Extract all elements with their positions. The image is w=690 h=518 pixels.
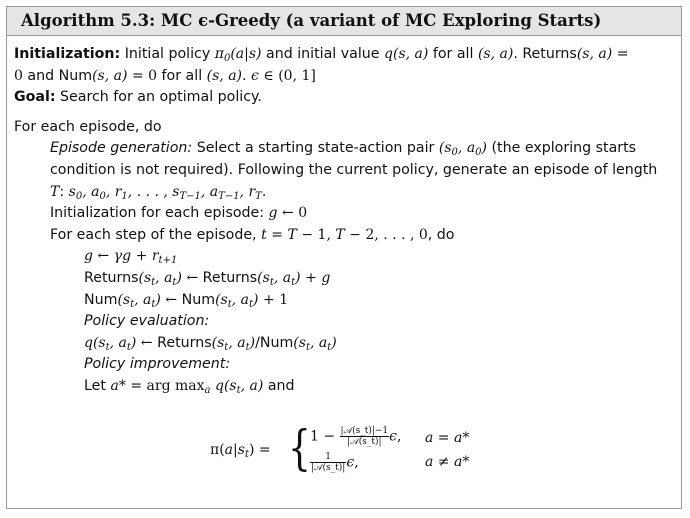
num-update-line: $Num(s_t$, $a_t$) ← $Num(s_t$, $a_t) + 1$ <box>84 291 289 310</box>
init-text-1: Initial policy $\pi_0(a|s)$ and initial value q(s, a) for all (s, a). Returns(s, a) = <box>124 46 629 64</box>
goal-label: Goal: <box>14 89 56 106</box>
q-update-line: $q(s_t$, $a_t$) ← $Returns(s_t$, $a_t)/Num(s_t$, $a_t$) <box>84 334 337 353</box>
case-2-expr: $\frac{1}{\text{|𝒜(s\_t)|}}$ ϵ, <box>311 452 359 473</box>
goal-text: Search for an optimal policy. <box>60 89 262 106</box>
init-line-1 <box>14 44 664 66</box>
episode-line-1: Episode generation: Select a starting state-action pair ($s_0$, $a_0$) (the exploring starts <box>50 140 637 159</box>
episode-line-3: T: $s_0$, $a_0$, $r_1$, . . . , $s_{T-1}$, $a_{T-1}$, $r_T$. <box>50 183 267 202</box>
init-label: Initialization: <box>14 46 121 62</box>
episode-label: Episode generation: <box>50 140 193 157</box>
g-update-line: g ← $\gamma g + r_{t+1}$ <box>84 248 178 267</box>
episode-line-2: condition is not required). Following the current policy, generate an episode of length <box>50 161 658 178</box>
case-2-fraction: $\frac{1}{\text{|𝒜(s\_t)|}}$ <box>311 452 346 473</box>
init-line-2: 0 and Num(s, a) = 0 for all (s, a). ϵ ∈ (0, 1] <box>14 67 316 84</box>
loop-header: For each episode, do <box>14 118 162 135</box>
episode-init-line: Initialization for each episode: g ← 0 <box>50 205 308 222</box>
case-2-condition: a ≠ a* <box>425 454 470 470</box>
formula-brace: { <box>288 420 311 476</box>
goal-line <box>14 87 664 109</box>
algorithm-body <box>14 44 664 398</box>
formula-lhs: $\pi(a|s_t)$ = <box>210 442 271 460</box>
policy-eval-label: Policy evaluation: <box>84 313 210 330</box>
returns-update-line: $Returns(s_t$, $a_t$) ← $Returns(s_t$, $a_t) + g$ <box>84 269 331 288</box>
policy-impr-label: Policy improvement: <box>84 356 231 373</box>
case-1-fraction: $\frac{\text{|𝒜(s\_t)|−1}}{\text{|𝒜(s\_t)|}}$ <box>340 426 389 447</box>
algorithm-title: Algorithm 5.3: MC ϵ-Greedy (a variant of MC Exploring Starts) <box>7 7 681 36</box>
let-line: Let a* = arg $\max_a q(s_t$, a) and <box>84 377 295 396</box>
case-1-expr: 1 − $\frac{\text{|𝒜(s\_t)|−1}}{\text{|𝒜(s\_t)|}}$ ϵ, <box>310 426 402 447</box>
case-1-condition: a = a* <box>425 430 470 446</box>
steps-header: For each step of the episode, t = T − 1, T − 2, . . . , 0, do <box>50 226 455 243</box>
